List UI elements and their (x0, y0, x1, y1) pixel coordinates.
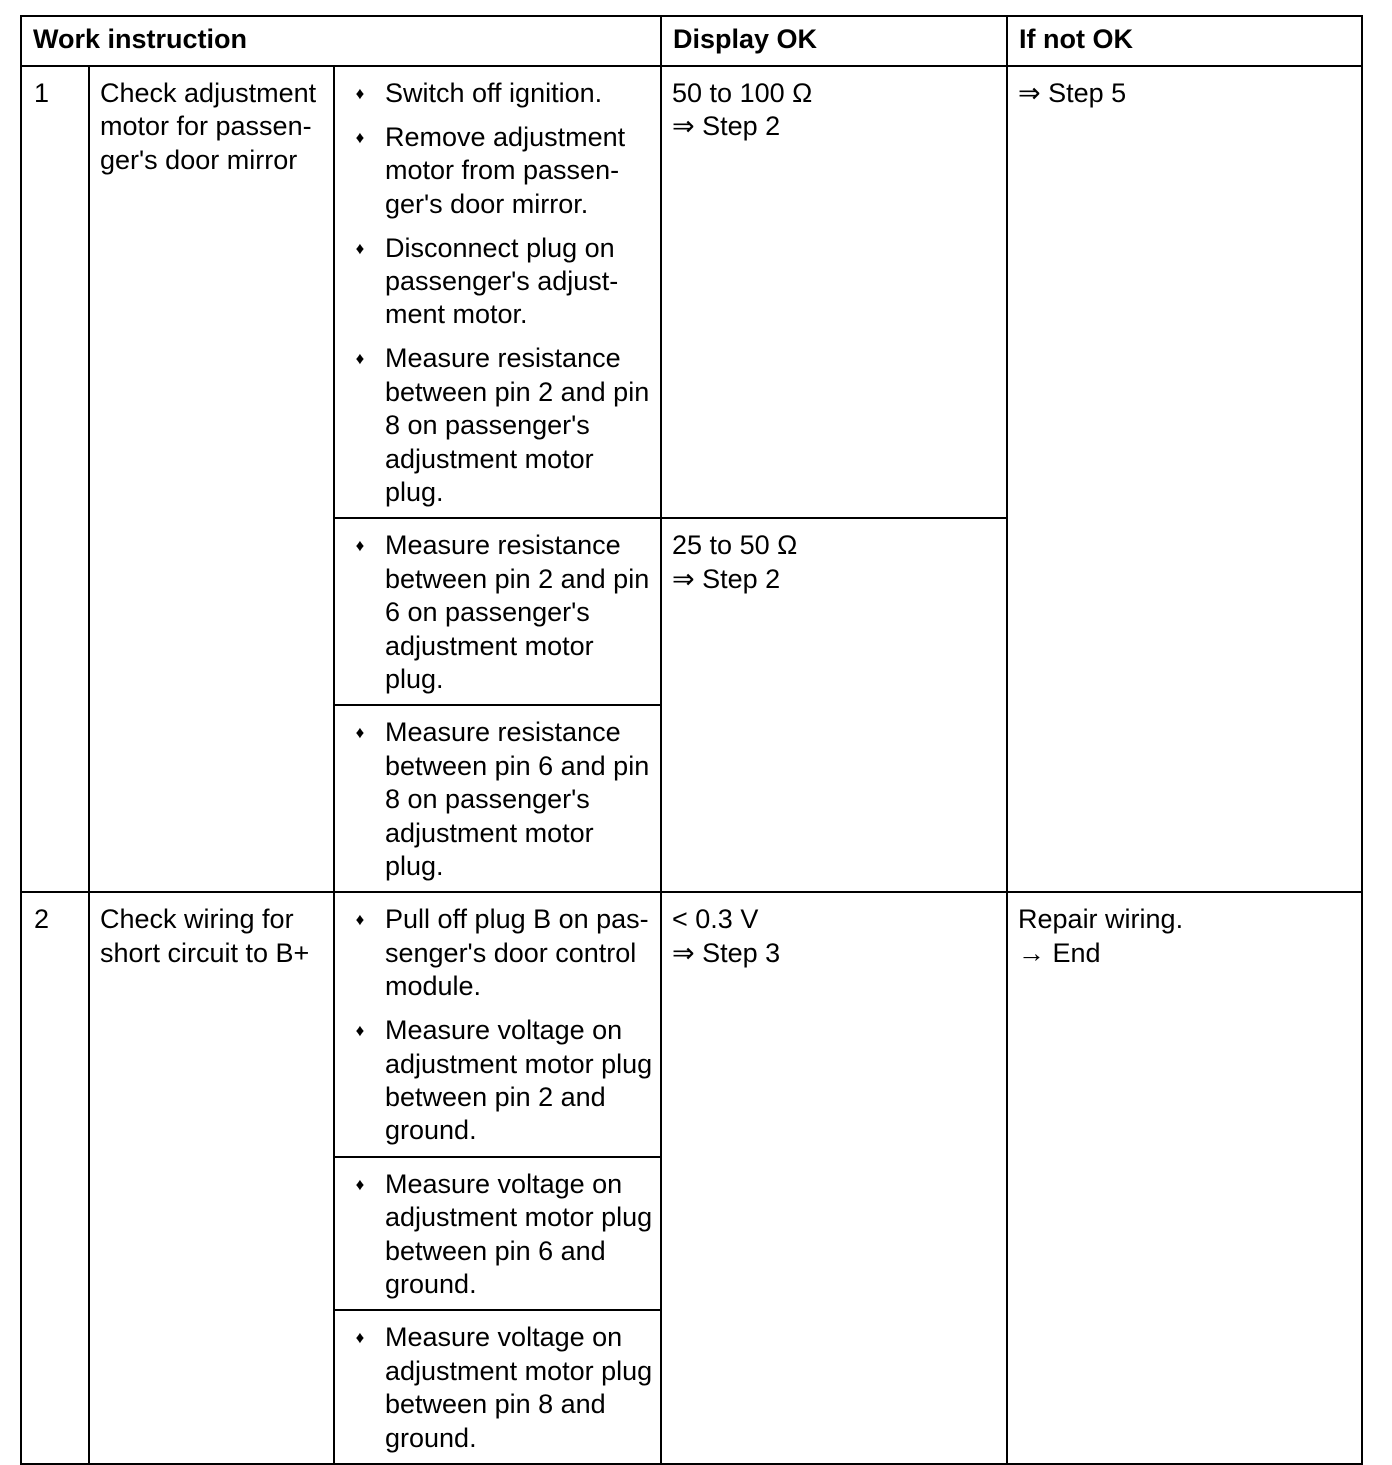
bullet-marker: ♦ (355, 349, 365, 369)
text-line: 8 on passenger's (385, 410, 590, 441)
bullet-marker: ♦ (355, 723, 365, 743)
text-line: ger's door mirror. (385, 188, 589, 219)
text-line: short circuit to B+ (100, 937, 310, 968)
text-line: Measure voltage on (385, 1015, 623, 1046)
bullet-marker: ♦ (355, 1328, 365, 1348)
text-line: Check adjustment (100, 78, 317, 108)
instruction-bullet (335, 232, 654, 332)
work-instruction-table (20, 15, 1363, 1465)
bullet-text (385, 716, 654, 883)
text-line: Pull off plug B on pas- (385, 904, 649, 935)
text-line: ground. (385, 1422, 477, 1453)
bullet-text (385, 1321, 654, 1455)
instruction-steps (334, 66, 661, 518)
text-line: ⇒ Step 5 (1018, 78, 1127, 108)
bullet-text (385, 1014, 654, 1148)
text-line: 8 on passenger's (385, 784, 590, 815)
text-line: ground. (385, 1269, 477, 1299)
text-line: between pin 2 and pin (385, 563, 650, 594)
bullet-text (385, 342, 654, 509)
text-line: → End (1018, 937, 1101, 968)
step-number: 2 (21, 892, 89, 1464)
text-line: passenger's adjust- (385, 266, 619, 297)
text-line: plug. (385, 851, 444, 882)
text-line: Measure resistance (385, 343, 621, 374)
text-line: between pin 6 and pin (385, 750, 650, 781)
instruction-bullet (335, 716, 654, 883)
text-line: Measure voltage on (385, 1168, 623, 1199)
bullet-marker: ♦ (355, 238, 365, 258)
text-line: adjustment motor (385, 817, 594, 848)
bullet-text (385, 529, 654, 696)
text-line: module. (385, 971, 482, 1002)
instruction-bullet (335, 342, 654, 509)
text-line: adjustment motor plug (385, 1048, 653, 1079)
text-line: < 0.3 V (672, 904, 759, 935)
header-row (21, 16, 1362, 66)
text-line: Remove adjustment (385, 121, 626, 152)
text-line: motor for passen- (100, 111, 312, 142)
text-line: adjustment motor (385, 443, 594, 474)
instruction-steps (334, 518, 661, 705)
bullet-marker: ♦ (355, 910, 365, 930)
step-number: 1 (21, 66, 89, 892)
text-line: Repair wiring. (1018, 904, 1184, 935)
instruction-bullet (335, 1014, 654, 1148)
if-not-ok-value (1007, 66, 1362, 892)
header-display-ok: Display OK (661, 16, 1007, 66)
text-line: between pin 2 and pin (385, 376, 650, 407)
header-work-instruction: Work instruction (21, 16, 661, 66)
table-body (21, 66, 1362, 1464)
text-line: plug. (385, 664, 444, 694)
text-line: Measure resistance (385, 717, 621, 748)
text-line: between pin 6 and (385, 1235, 606, 1266)
bullet-marker: ♦ (355, 1174, 365, 1194)
text-line: Check wiring for (100, 904, 294, 935)
text-line: motor from passen- (385, 155, 620, 186)
text-line: ⇒ Step 2 (672, 111, 781, 142)
instruction-bullet (335, 77, 654, 110)
table-row (21, 66, 1362, 518)
text-line: Switch off ignition. (385, 78, 603, 108)
text-line: 25 to 50 Ω (672, 530, 798, 561)
bullet-text (385, 121, 654, 221)
text-line: ger's door mirror (100, 144, 298, 175)
text-line: Measure voltage on (385, 1322, 623, 1353)
display-ok-value (661, 66, 1007, 518)
instruction-steps (334, 892, 661, 1156)
table-row (21, 892, 1362, 1156)
text-line: 50 to 100 Ω (672, 78, 813, 108)
bullet-marker: ♦ (355, 84, 365, 103)
text-line: ⇒ Step 3 (672, 937, 781, 968)
instruction-bullet (335, 121, 654, 221)
bullet-text (385, 1168, 654, 1302)
text-line: ment motor. (385, 299, 528, 330)
text-line: ground. (385, 1115, 477, 1146)
text-line: between pin 2 and (385, 1081, 606, 1112)
display-ok-value (661, 518, 1007, 892)
text-line: Disconnect plug on (385, 232, 615, 263)
text-line: senger's door control (385, 937, 637, 968)
bullet-text (385, 903, 654, 1003)
instruction-steps (334, 1310, 661, 1464)
instruction-bullet (335, 529, 654, 696)
text-line: plug. (385, 476, 444, 507)
instruction-bullet (335, 903, 654, 1003)
bullet-text (385, 77, 654, 110)
bullet-text (385, 232, 654, 332)
bullet-marker: ♦ (355, 1021, 365, 1041)
display-ok-value (661, 892, 1007, 1464)
bullet-marker: ♦ (355, 127, 365, 147)
text-line: Measure resistance (385, 530, 621, 561)
step-description (89, 892, 334, 1464)
text-line: 6 on passenger's (385, 597, 590, 628)
instruction-steps (334, 1157, 661, 1311)
bullet-marker: ♦ (355, 536, 365, 556)
if-not-ok-value (1007, 892, 1362, 1464)
text-line: adjustment motor plug (385, 1355, 653, 1386)
header-if-not-ok: If not OK (1007, 16, 1362, 66)
step-description (89, 66, 334, 892)
instruction-bullet (335, 1321, 654, 1455)
text-line: ⇒ Step 2 (672, 563, 781, 594)
text-line: between pin 8 and (385, 1389, 606, 1420)
text-line: adjustment motor plug (385, 1202, 653, 1233)
instruction-steps (334, 705, 661, 892)
text-line: adjustment motor (385, 630, 594, 661)
instruction-bullet (335, 1168, 654, 1302)
